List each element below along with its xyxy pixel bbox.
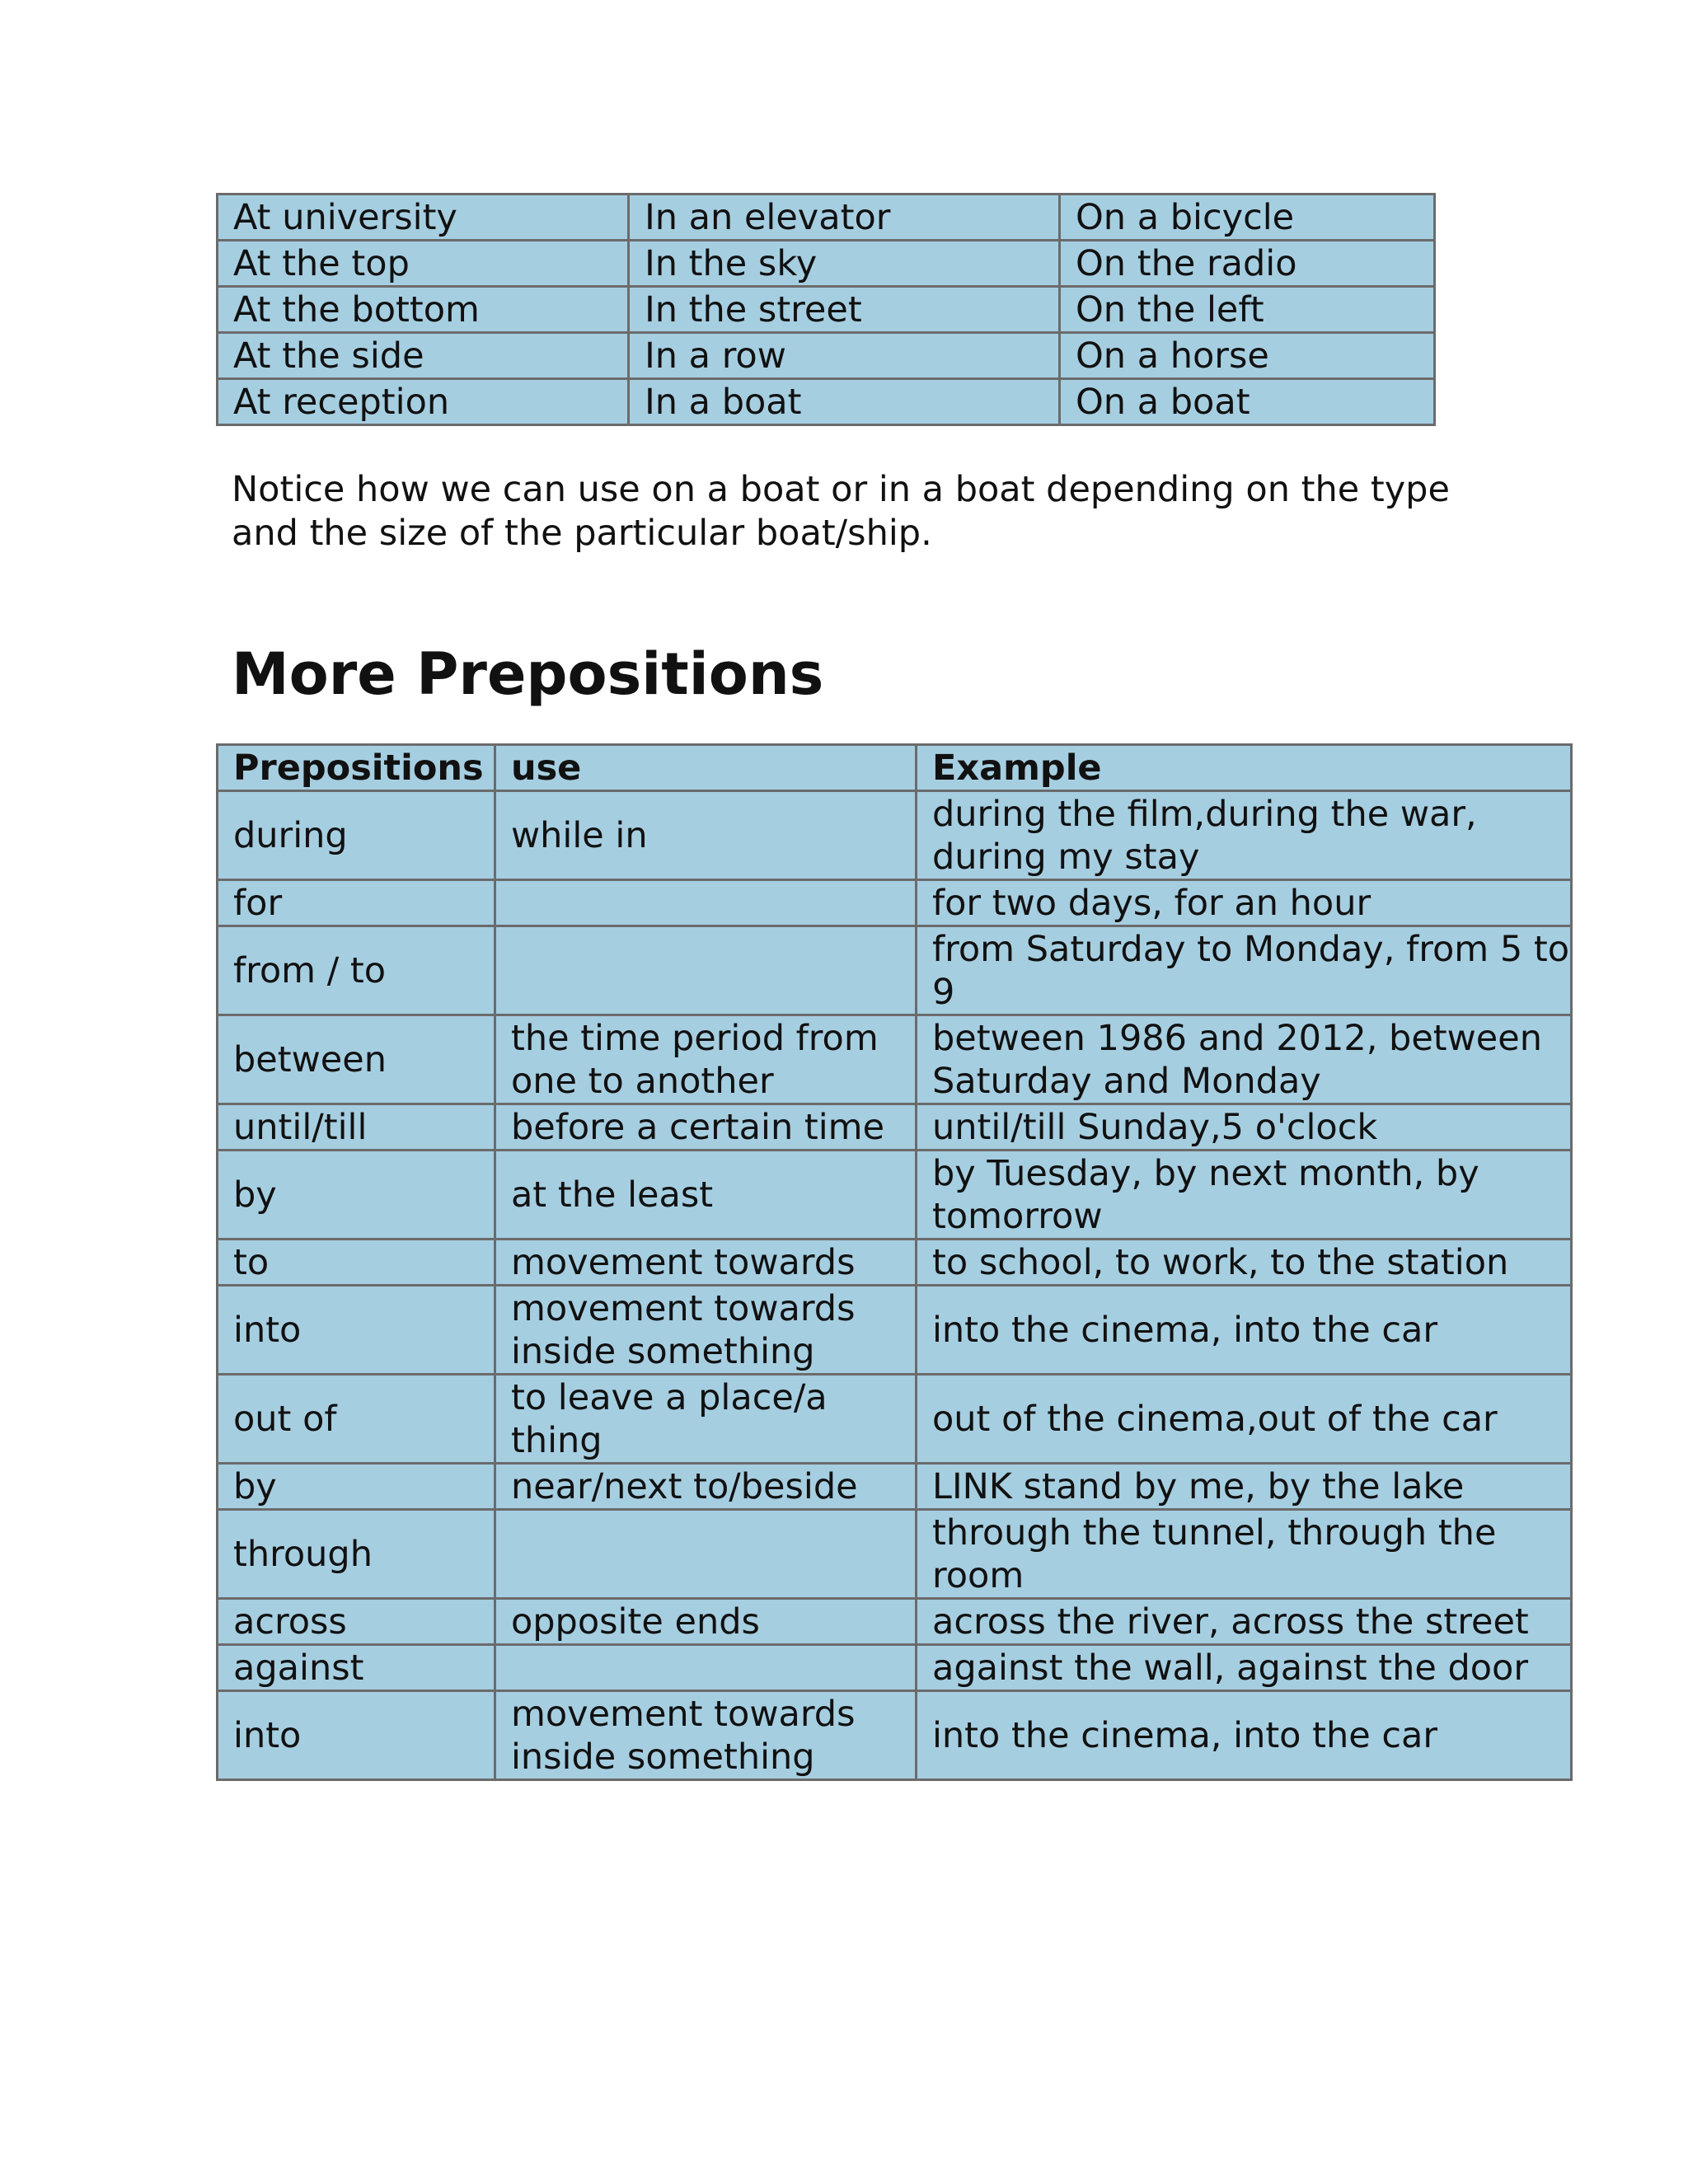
preposition-cell: across [218,1599,495,1645]
table-cell: In an elevator [629,194,1060,241]
example-cell: between 1986 and 2012, between Saturday and Monday [916,1015,1571,1104]
table-row [218,880,1572,926]
example-cell: against the wall, against the door [916,1645,1571,1691]
column-header-prepositions: Prepositions [218,745,495,791]
table-cell: In a row [629,333,1060,379]
use-cell: while in [495,791,916,880]
preposition-cell: into [218,1691,495,1780]
table-row [218,194,1435,241]
example-cell: through the tunnel, through the room [916,1510,1571,1599]
preposition-cell: for [218,880,495,926]
table-row [218,333,1435,379]
example-cell: by Tuesday, by next month, by tomorrow [916,1151,1571,1240]
example-cell: for two days, for an hour [916,880,1571,926]
use-cell: movement towards inside something [495,1286,916,1375]
table-cell: On a bicycle [1059,194,1434,241]
column-header-use: use [495,745,916,791]
table-cell: In the street [629,287,1060,333]
preposition-cell: into [218,1286,495,1375]
example-cell: out of the cinema,out of the car [916,1375,1571,1464]
table-row [218,1151,1572,1240]
table-row [218,1375,1572,1464]
table-header-row [218,745,1572,791]
use-cell: before a certain time [495,1104,916,1151]
table-cell: At the side [218,333,629,379]
use-cell [495,1510,916,1599]
more-prepositions-table [216,743,1573,1781]
preposition-cell: by [218,1151,495,1240]
table-row [218,1599,1572,1645]
table-cell: On a horse [1059,333,1434,379]
table-row [218,379,1435,425]
example-cell: to school, to work, to the station [916,1240,1571,1286]
preposition-cell: against [218,1645,495,1691]
preposition-cell: until/till [218,1104,495,1151]
preposition-cell: between [218,1015,495,1104]
table-row [218,1645,1572,1691]
boat-usage-note: Notice how we can use on a boat or in a boat depending on the type and the size of the particular boat/ship. [232,469,1450,554]
use-cell [495,880,916,926]
example-cell: into the cinema, into the car [916,1691,1571,1780]
place-prepositions-table [216,193,1436,426]
preposition-cell: through [218,1510,495,1599]
preposition-cell: during [218,791,495,880]
preposition-cell: out of [218,1375,495,1464]
table-cell: On the left [1059,287,1434,333]
example-cell: LINK stand by me, by the lake [916,1464,1571,1510]
use-cell: opposite ends [495,1599,916,1645]
use-cell: to leave a place/a thing [495,1375,916,1464]
preposition-cell: by [218,1464,495,1510]
table-row [218,791,1572,880]
table-row [218,1240,1572,1286]
table-row [218,287,1435,333]
use-cell: movement towards inside something [495,1691,916,1780]
table-cell: At the bottom [218,287,629,333]
table-row [218,1464,1572,1510]
table-row [218,1286,1572,1375]
use-cell [495,926,916,1015]
table-cell: At university [218,194,629,241]
section-title: More Prepositions [232,640,824,708]
table-cell: On a boat [1059,379,1434,425]
table-row [218,241,1435,287]
example-cell: into the cinema, into the car [916,1286,1571,1375]
table-row [218,1510,1572,1599]
preposition-cell: to [218,1240,495,1286]
table-row [218,926,1572,1015]
use-cell: near/next to/beside [495,1464,916,1510]
table-row [218,1691,1572,1780]
use-cell: movement towards [495,1240,916,1286]
example-cell: until/till Sunday,5 o'clock [916,1104,1571,1151]
example-cell: during the film,during the war, during my stay [916,791,1571,880]
preposition-cell: from / to [218,926,495,1015]
table-row [218,1015,1572,1104]
use-cell [495,1645,916,1691]
table-cell: In the sky [629,241,1060,287]
example-cell: across the river, across the street [916,1599,1571,1645]
table-cell: At the top [218,241,629,287]
use-cell: at the least [495,1151,916,1240]
column-header-example: Example [916,745,1571,791]
table-row [218,1104,1572,1151]
table-cell: In a boat [629,379,1060,425]
use-cell: the time period from one to another [495,1015,916,1104]
table-cell: At reception [218,379,629,425]
table-cell: On the radio [1059,241,1434,287]
example-cell: from Saturday to Monday, from 5 to 9 [916,926,1571,1015]
